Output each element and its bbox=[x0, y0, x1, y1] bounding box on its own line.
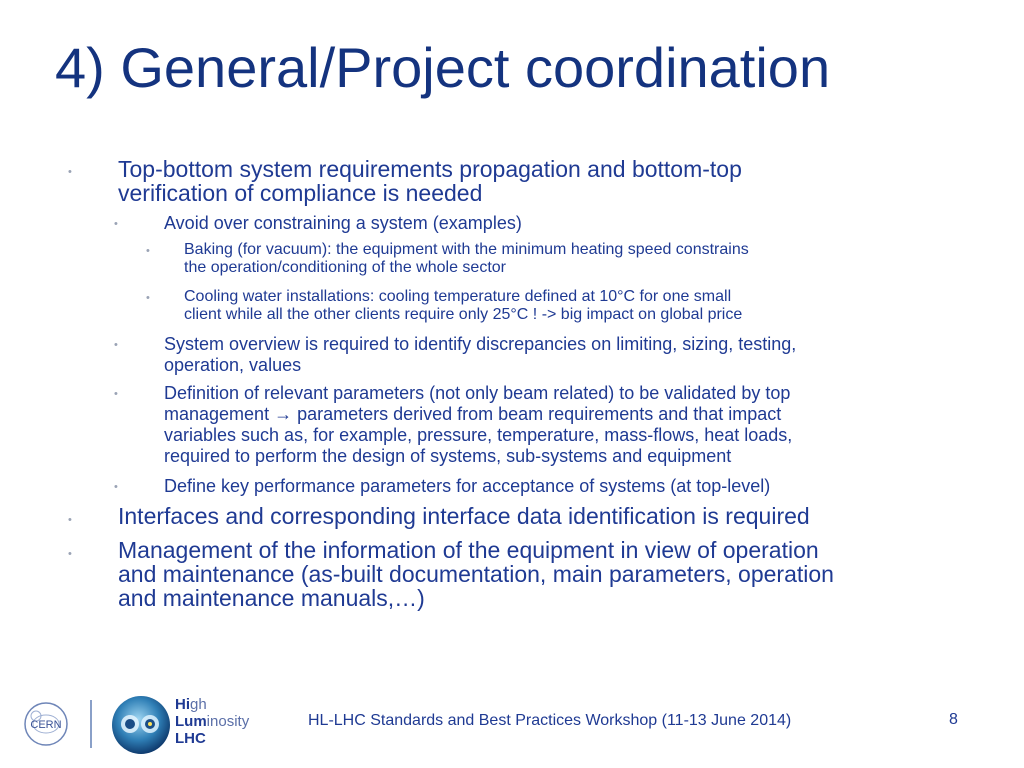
cern-logo bbox=[22, 700, 70, 748]
bullet-text-line: Management of the information of the equipment in view of operation bbox=[118, 537, 819, 563]
bullet-dot-icon: • bbox=[68, 514, 72, 526]
bullet-text-line: Define key performance parameters for acceptance of systems (at top-level) bbox=[164, 476, 771, 496]
bullet-dot-icon: • bbox=[114, 339, 118, 351]
bullet-dot-icon: • bbox=[114, 218, 118, 230]
bullet-text-line: Definition of relevant parameters (not only beam related) to be validated by top bbox=[164, 383, 791, 403]
hl-lhc-logo bbox=[110, 694, 172, 756]
bullet-text-line: operation, values bbox=[164, 355, 302, 375]
hl-logo-word: LHC bbox=[175, 730, 206, 747]
bullet-text-line: Cooling water installations: cooling temperature defined at 10°C for one small bbox=[184, 288, 732, 305]
bullet-text-line: Avoid over constraining a system (examples) bbox=[164, 213, 522, 233]
bullet-text-line: variables such as, for example, pressure, temperature, mass-flows, heat loads, bbox=[164, 425, 793, 445]
bullet-text-line: and maintenance (as-built documentation, main parameters, operation bbox=[118, 561, 834, 587]
bullet-text-line: required to perform the design of systems, sub-systems and equipment bbox=[164, 446, 732, 466]
bullet-dot-icon: • bbox=[114, 388, 118, 400]
bullet-text-line: and maintenance manuals,…) bbox=[118, 585, 425, 611]
hl-logo-word: gh bbox=[190, 696, 207, 713]
bullet-dot-icon: • bbox=[68, 548, 72, 560]
bullet-dot-icon: • bbox=[146, 245, 150, 257]
bullet-text-line: Top-bottom system requirements propagation and bottom-top bbox=[118, 156, 742, 182]
bullet-text-line: System overview is required to identify discrepancies on limiting, sizing, testing, bbox=[164, 334, 797, 354]
bullet-text-line: Interfaces and corresponding interface data identification is required bbox=[118, 503, 810, 529]
bullet-text-line: Baking (for vacuum): the equipment with the minimum heating speed constrains bbox=[184, 241, 749, 258]
bullet-text-line: management → parameters derived from beam requirements and that impact bbox=[164, 404, 782, 424]
hl-logo-word: Lum bbox=[175, 713, 207, 730]
bullet-text-line: verification of compliance is needed bbox=[118, 180, 483, 206]
slide-title: 4) General/Project coordination bbox=[55, 36, 831, 99]
hl-logo-word: Hi bbox=[175, 696, 190, 713]
bullet-text-line: client while all the other clients require only 25°C ! -> big impact on global price bbox=[184, 306, 743, 323]
bullet-dot-icon: • bbox=[68, 166, 72, 178]
footer-text: HL-LHC Standards and Best Practices Workshop (11-13 June 2014) bbox=[308, 712, 792, 729]
footer-divider bbox=[90, 700, 92, 748]
cern-logo-text: CERN bbox=[30, 719, 62, 731]
page-number: 8 bbox=[949, 711, 958, 728]
bullet-dot-icon: • bbox=[146, 292, 150, 304]
bullet-dot-icon: • bbox=[114, 481, 118, 493]
bullet-text-line: the operation/conditioning of the whole sector bbox=[184, 259, 506, 276]
hl-logo-word: inosity bbox=[206, 713, 250, 730]
hl-lhc-logo-text bbox=[175, 696, 265, 747]
